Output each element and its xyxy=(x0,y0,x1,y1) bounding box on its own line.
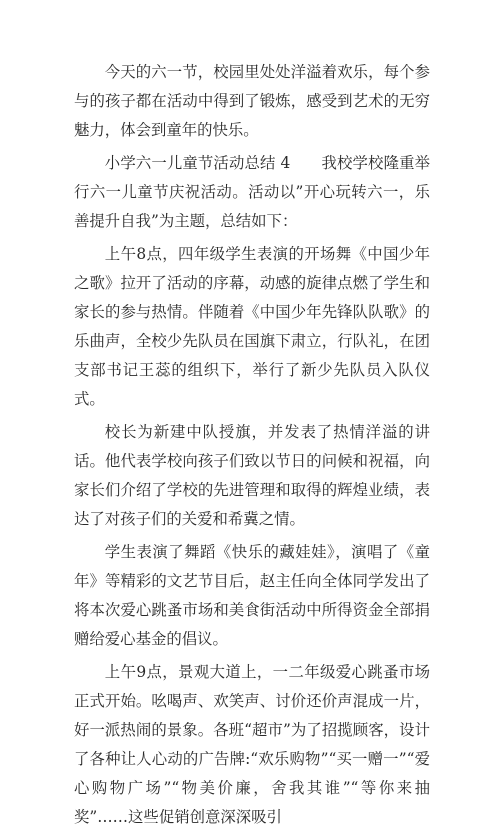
paragraph-4: 校长为新建中队授旗，并发表了热情洋溢的讲话。他代表学校向孩子们致以节日的问候和祝福，向家长们介绍了学校的先进管理和取得的辉煌业绩，表达了对孩子们的关爱和希冀之情。 xyxy=(74,423,430,528)
paragraph-1: 今天的六一节，校园里处处洋溢着欢乐，每个参与的孩子都在活动中得到了锻炼，感受到艺术的无穷魅力，体会到童年的快乐。 xyxy=(74,63,430,139)
paragraph-6: 上午9点，景观大道上，一二年级爱心跳蚤市场正式开始。吆喝声、欢笑声、讨价还价声混成一片，好一派热闹的景象。各班“超市”为了招揽顾客，设计了各种让人心动的广告牌:“欢乐购物”“买一赠一”“爱心购物广场”“物美价廉，舍我其谁”“等你来抽奖”……这些促销创意深深吸引 xyxy=(74,663,430,826)
paragraph-2: 小学六一儿童节活动总结 4 我校学校隆重举行六一儿童节庆祝活动。活动以”开心玩转六一，乐善提升自我”为主题，总结如下： xyxy=(74,154,430,230)
paragraph-5: 学生表演了舞蹈《快乐的藏娃娃》，演唱了《童年》等精彩的文艺节目后，赵主任向全体同学发出了将本次爱心跳蚤市场和美食街活动中所得资金全部捐赠给爱心基金的倡议。 xyxy=(74,543,430,648)
paragraph-3: 上午8点，四年级学生表演的开场舞《中国少年之歌》拉开了活动的序幕，动感的旋律点燃了学生和家长的参与热情。伴随着《中国少年先锋队队歌》的乐曲声，全校少先队员在国旗下肃立，行队礼，在团支部书记王蕊的组织下，举行了新少先队员入队仪式。 xyxy=(74,245,430,408)
